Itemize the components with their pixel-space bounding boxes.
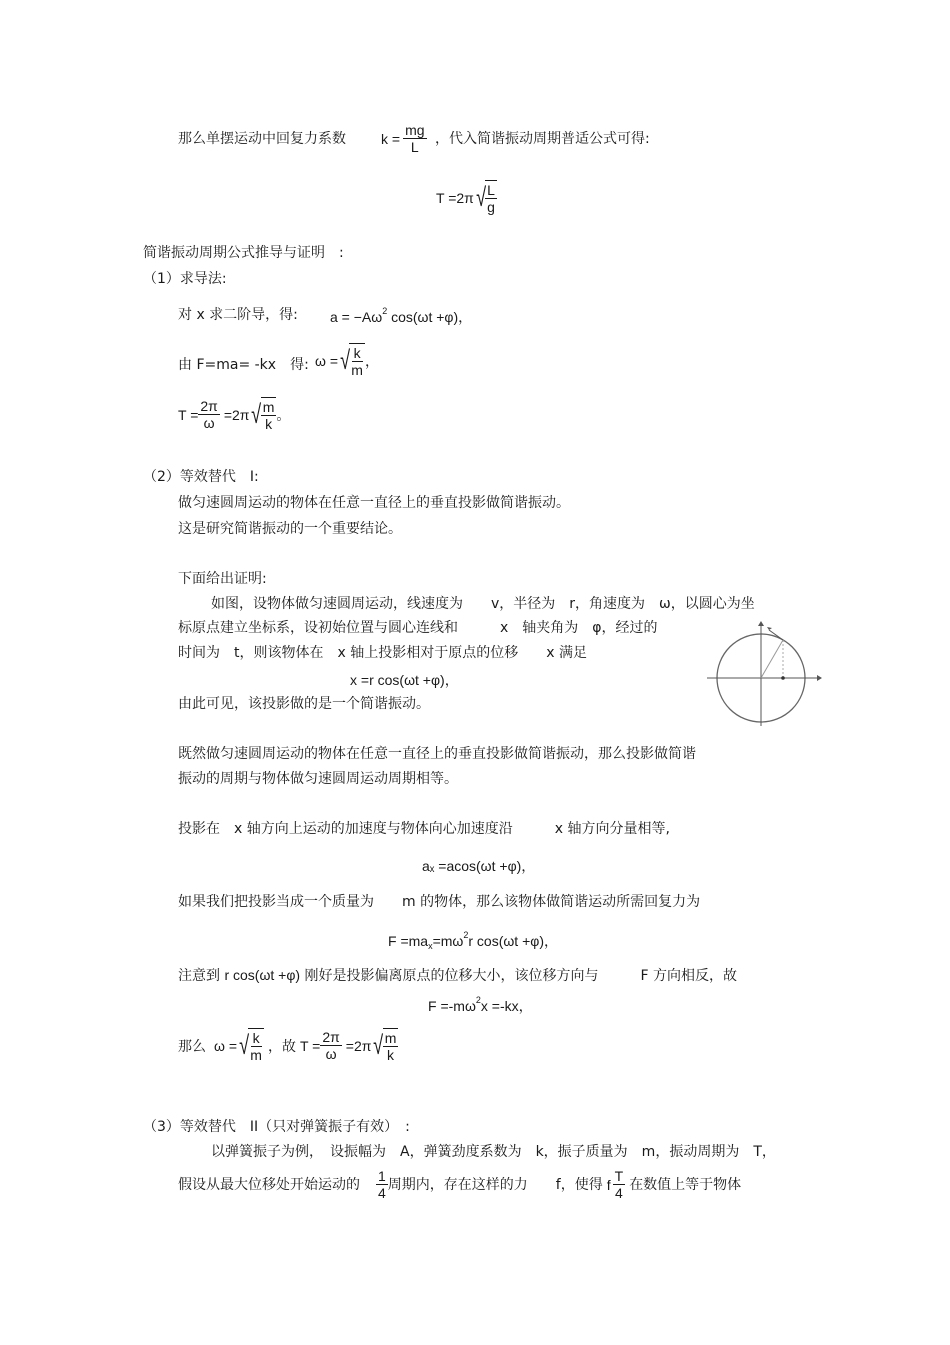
- velocity-arrow: [767, 627, 772, 630]
- s1-line1-formula: $a = -A\omega^2$ cos(ωt +φ)，: [330, 306, 473, 325]
- pendulum-intro-tail: ，代入简谐振动周期普适公式可得:: [435, 131, 650, 147]
- para4: 如果我们把投影当成一个质量为 m 的物体，那么该物体做简谐运动所需回复力为: [178, 894, 701, 910]
- accel-formula: a = −Aω: [330, 309, 383, 325]
- s2-p1: 做匀速圆周运动的物体在任意一直径上的垂直投影做简谐振动。: [178, 495, 570, 511]
- s1-line1-text: 对 x 求二阶导，得:: [178, 307, 298, 323]
- k-denominator: L: [410, 139, 419, 155]
- T-denominator: g: [487, 199, 495, 215]
- proof-line-3: 时间为 t，则该物体在 x 轴上投影相对于原点的位移 x 满足: [178, 645, 587, 661]
- projection-formula: x =r cos(ωt +φ)，: [350, 672, 459, 688]
- pendulum-period-formula: [436, 180, 497, 215]
- proof-line-1: 如图，设物体做匀速圆周运动，线速度为 v，半径为 r，角速度为 ω，以圆心为坐: [211, 596, 755, 612]
- y-axis-arrow: [758, 621, 764, 626]
- radius-line: [761, 640, 783, 678]
- force-formula-2: $F =-m\omega^2x =-kx$，: [428, 995, 533, 1014]
- para5: 注意到 r cos(ωt +φ) 刚好是投影偏离原点的位移大小，该位移方向与 F 方向相反，故: [178, 967, 738, 984]
- para2-line2: 振动的周期与物体做匀速圆周运动周期相等。: [178, 771, 458, 787]
- para2-line1: 既然做匀速圆周运动的物体在任意一直径上的垂直投影做简谐振动，那么投影做简谐: [178, 746, 696, 762]
- k-numerator: mg: [405, 122, 425, 138]
- period-formula: T = $\frac{2\pi}{\omega}$ =2π √ $\frac{m}{k}$ 。: [178, 398, 291, 432]
- x-axis-arrow: [817, 675, 822, 681]
- k-fraction: [403, 122, 426, 155]
- s2-p2: 这是研究简谐振动的一个重要结论。: [178, 521, 402, 537]
- omega-formula: ω = √ $\frac{k}{m}$ ，: [315, 345, 379, 378]
- k-formula: [381, 122, 427, 155]
- proof-line-4: 由此可见，该投影做的是一个简谐振动。: [178, 696, 430, 712]
- section-title: 简谐振动周期公式推导与证明 :: [143, 245, 344, 261]
- s2-heading: （2）等效替代 I:: [143, 469, 259, 485]
- para3: 投影在 x 轴方向上运动的加速度与物体向心加速度沿 x 轴方向分量相等,: [178, 821, 670, 837]
- s1-line2-text: 由 F=ma= -kx 得:: [178, 357, 309, 373]
- proof-line-2: 标原点建立坐标系，设初始位置与圆心连线和 x 轴夹角为 φ，经过的: [178, 620, 658, 636]
- circle-motion-figure: [703, 618, 823, 730]
- T-numerator: L: [487, 182, 495, 198]
- pendulum-intro-text: 那么单摆运动中回复力系数: [178, 131, 346, 147]
- s3-line2: 假设从最大位移处开始运动的 $\frac{1}{4}$ 周期内，存在这样的力 f，使得 f $\frac{T}{4}$ 在数值上等于物体: [178, 1168, 742, 1201]
- force-formula: $F =ma_x=m\omega^2r$ cos(ωt +φ)，: [388, 930, 559, 951]
- accel-formula-tail: cos(ωt +φ)，: [391, 309, 473, 325]
- T-lhs: T =2π: [436, 189, 474, 206]
- conclusion-line: 那么 ω = √ $\frac{k}{m}$ ，故 T = $\frac{2\pi}{\omega}$ =2π √ $\frac{m}{k}$: [178, 1029, 397, 1063]
- sqrt-L-over-g: √ $\frac{L}{g}$: [475, 182, 495, 215]
- k-lhs: k =: [381, 130, 401, 147]
- s3-heading: （3）等效替代 II（只对弹簧振子有效） :: [143, 1119, 410, 1135]
- s3-line1: 以弹簧振子为例， 设振幅为 A，弹簧劲度系数为 k，振子质量为 m，振动周期为 T，: [211, 1144, 776, 1160]
- proof-heading: 下面给出证明:: [178, 571, 267, 587]
- displacement-expr: r cos(ωt +φ): [224, 967, 301, 983]
- s1-heading: （1）求导法:: [143, 271, 227, 287]
- ax-formula: aₓ =acos(ωt +φ)，: [422, 858, 536, 874]
- projection-point: [781, 676, 785, 680]
